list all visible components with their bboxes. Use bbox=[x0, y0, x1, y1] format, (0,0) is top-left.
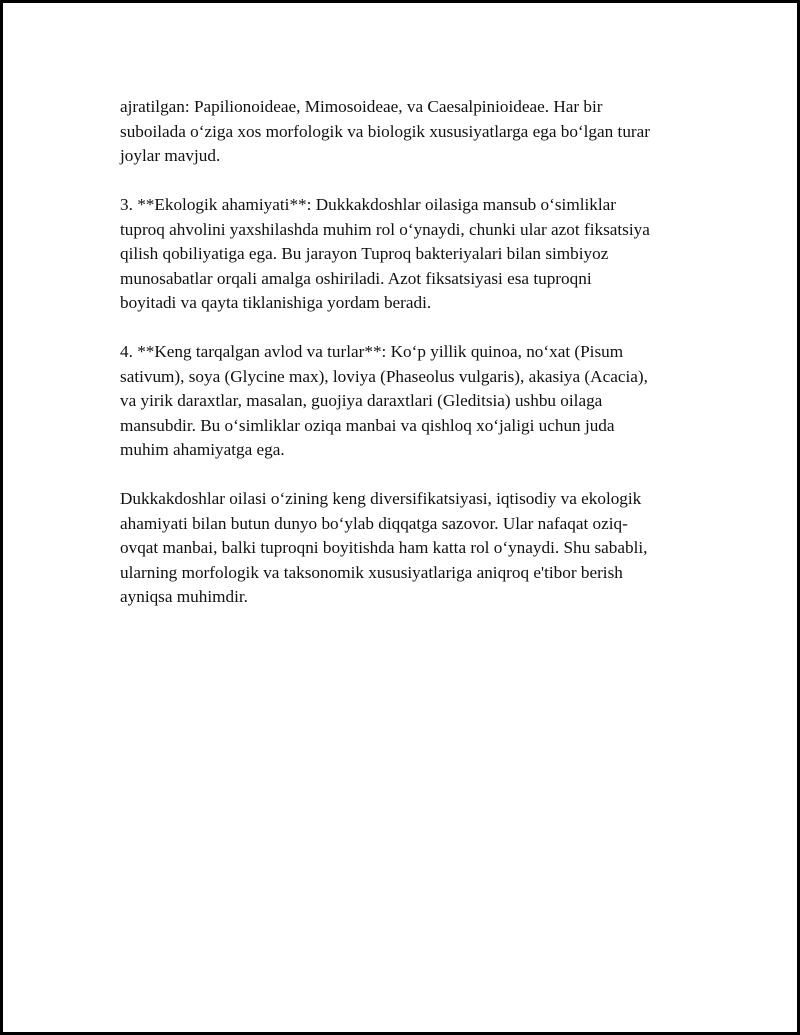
text-line: mansubdir. Bu o‘simliklar oziqa manbai va qishloq xo‘jaligi uchun juda bbox=[120, 415, 615, 435]
text-line: ayniqsa muhimdir. bbox=[120, 587, 248, 606]
paragraph-subfamilies bbox=[120, 95, 700, 169]
text-line: sativum), soya (Glycine max), loviya (Phaseolus vulgaris), akasiya (Acacia), bbox=[120, 366, 648, 386]
paragraph-ecological-importance bbox=[120, 193, 700, 316]
text-line: qilish qobiliyatiga ega. Bu jarayon Tuproq bakteriyalari bilan simbiyoz bbox=[120, 244, 609, 263]
paragraph-common-genera bbox=[120, 340, 700, 463]
text-line: muhim ahamiyatga ega. bbox=[120, 440, 285, 459]
text-line: tuproq ahvolini yaxshilashda muhim rol o‘ynaydi, chunki ular azot fiksatsiya bbox=[120, 219, 650, 239]
document-body bbox=[120, 95, 700, 634]
paragraph-conclusion bbox=[120, 487, 700, 610]
text-line: 3. **Ekologik ahamiyati**: Dukkakdoshlar oilasiga mansub o‘simliklar bbox=[120, 195, 616, 214]
text-line: ajratilgan: Papilionoideae, Mimosoideae, va Caesalpinioideae. Har bir bbox=[120, 97, 603, 116]
text-line: Dukkakdoshlar oilasi o‘zining keng diversifikatsiyasi, iqtisodiy va ekologik bbox=[120, 489, 642, 508]
text-line: ahamiyati bilan butun dunyo bo‘ylab diqqatga sazovor. Ular nafaqat oziq- bbox=[120, 513, 628, 533]
text-line: suboilada o‘ziga xos morfologik va biologik xususiyatlarga ega bo‘lgan turar bbox=[120, 121, 650, 141]
text-line: boyitadi va qayta tiklanishiga yordam beradi. bbox=[120, 293, 432, 312]
text-line: ularning morfologik va taksonomik xususiyatlariga aniqroq e'tibor berish bbox=[120, 562, 623, 582]
text-line: joylar mavjud. bbox=[120, 146, 221, 165]
text-line: munosabatlar orqali amalga oshiriladi. Azot fiksatsiyasi esa tuproqni bbox=[120, 268, 592, 288]
text-line: va yirik daraxtlar, masalan, guojiya daraxtlari (Gleditsia) ushbu oilaga bbox=[120, 391, 603, 410]
text-line: ovqat manbai, balki tuproqni boyitishda ham katta rol o‘ynaydi. Shu sababli, bbox=[120, 538, 648, 557]
text-line: 4. **Keng tarqalgan avlod va turlar**: Ko‘p yillik quinoa, no‘xat (Pisum bbox=[120, 342, 624, 361]
